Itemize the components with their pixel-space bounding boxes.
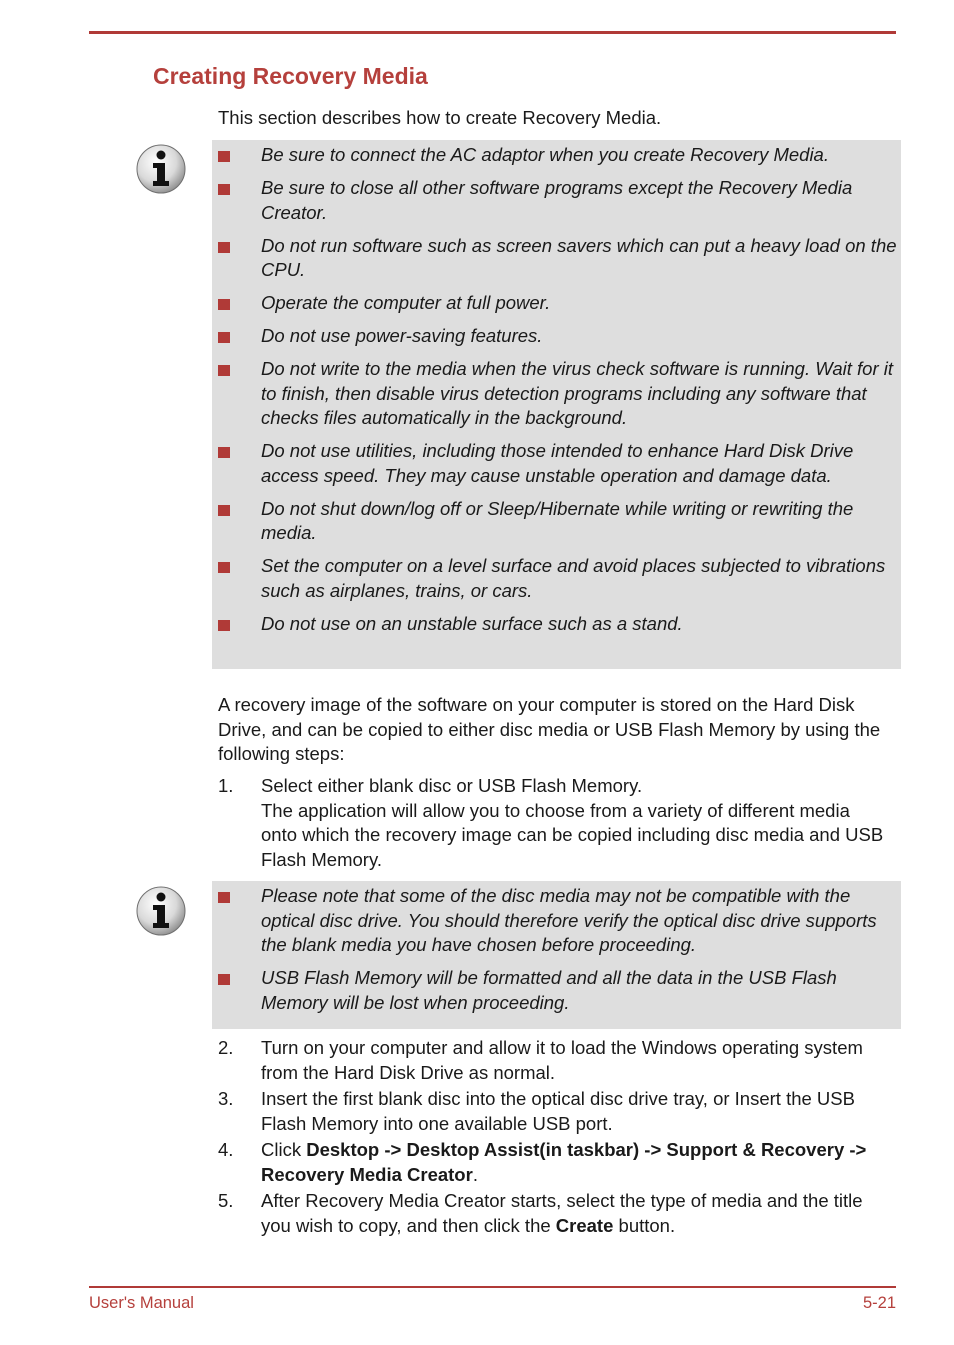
info-icon xyxy=(135,885,187,937)
bullet-square-icon xyxy=(218,447,230,458)
note-item: Please note that some of the disc media may not be compatible with the optical disc drive. You should therefore verify the optical disc drive supports the blank media you have chosen before proceeding. xyxy=(212,884,901,958)
steps-list-2 xyxy=(218,1036,888,1238)
step-text-suffix: . xyxy=(472,1163,478,1185)
step-item xyxy=(218,1189,888,1238)
step-text: Turn on your computer and allow it to load the Windows operating system from the Hard Disk Drive as normal. xyxy=(261,1037,863,1083)
note-item: Be sure to close all other software programs except the Recovery Media Creator. xyxy=(212,176,901,225)
note-item: Do not use power-saving features. xyxy=(212,324,901,349)
step-subtext: The application will allow you to choose from a variety of different media onto which the recovery image can be copied including disc media and USB Flash Memory. xyxy=(261,799,884,870)
step-text-suffix: button. xyxy=(613,1214,676,1236)
note-item: Set the computer on a level surface and avoid places subjected to vibrations such as airplanes, trains, or cars. xyxy=(212,554,901,603)
note-item: Do not use utilities, including those intended to enhance Hard Disk Drive access speed. They may cause unstable operation and damage data. xyxy=(212,439,901,488)
note-box-2 xyxy=(212,881,901,1029)
step-text-prefix: Click xyxy=(261,1139,307,1160)
note-item: USB Flash Memory will be formatted and all the data in the USB Flash Memory will be lost when proceeding. xyxy=(212,966,901,1015)
step-number: 4. xyxy=(218,1139,234,1160)
step-number: 5. xyxy=(218,1190,234,1211)
footer-manual-title: User's Manual xyxy=(89,1294,194,1312)
bullet-square-icon xyxy=(218,299,230,310)
intro-paragraph: This section describes how to create Recovery Media. xyxy=(218,107,662,128)
bullet-square-icon xyxy=(218,242,230,253)
step-text-prefix: After Recovery Media Creator starts, select the type of media and the title you wish to copy, and then click the xyxy=(261,1190,863,1236)
note-list-1 xyxy=(212,140,901,636)
section-title: Creating Recovery Media xyxy=(153,63,428,89)
bullet-square-icon xyxy=(218,620,230,631)
body-paragraph: A recovery image of the software on your computer is stored on the Hard Disk Drive, and can be copied to either disc media or USB Flash Memory by using the following steps: xyxy=(218,694,881,764)
bullet-square-icon xyxy=(218,365,230,376)
step-number: 2. xyxy=(218,1037,234,1058)
footer-page-number: 5-21 xyxy=(862,1294,896,1312)
note-item: Operate the computer at full power. xyxy=(212,291,901,316)
note-item: Be sure to connect the AC adaptor when you create Recovery Media. xyxy=(212,143,901,168)
step-item xyxy=(218,1087,888,1136)
step-item xyxy=(218,1138,888,1187)
step-text: Insert the first blank disc into the optical disc drive tray, or Insert the USB Flash Memory into one available USB port. xyxy=(261,1088,855,1134)
note-item: Do not shut down/log off or Sleep/Hibernate while writing or rewriting the media. xyxy=(212,497,901,546)
bullet-square-icon xyxy=(218,562,230,573)
note-item: Do not run software such as screen savers which can put a heavy load on the CPU. xyxy=(212,234,901,283)
step-number: 3. xyxy=(218,1088,234,1109)
bullet-square-icon xyxy=(218,892,230,903)
bullet-square-icon xyxy=(218,332,230,343)
bullet-square-icon xyxy=(218,151,230,162)
steps-list-1 xyxy=(218,774,888,872)
step-text: Select either blank disc or USB Flash Memory. xyxy=(261,775,643,796)
bullet-square-icon xyxy=(218,184,230,195)
footer-rule xyxy=(89,1286,896,1288)
note-list-2 xyxy=(212,881,901,1015)
note-box-1 xyxy=(212,140,901,669)
header-rule xyxy=(89,31,896,34)
step-item xyxy=(218,1036,888,1085)
note-item: Do not write to the media when the virus check software is running. Wait for it to finish, then disable virus detection programs including any software that checks files automatically in the background. xyxy=(212,357,901,431)
bullet-square-icon xyxy=(218,974,230,985)
bullet-square-icon xyxy=(218,505,230,516)
menu-path: Desktop -> Desktop Assist(in taskbar) -> Support & Recovery -> Recovery Media Creator xyxy=(261,1139,867,1185)
info-icon xyxy=(135,143,187,195)
step-number: 1. xyxy=(218,775,234,796)
note-item: Do not use on an unstable surface such as a stand. xyxy=(212,612,901,637)
create-button-label: Create xyxy=(555,1214,614,1236)
step-item xyxy=(218,774,888,872)
